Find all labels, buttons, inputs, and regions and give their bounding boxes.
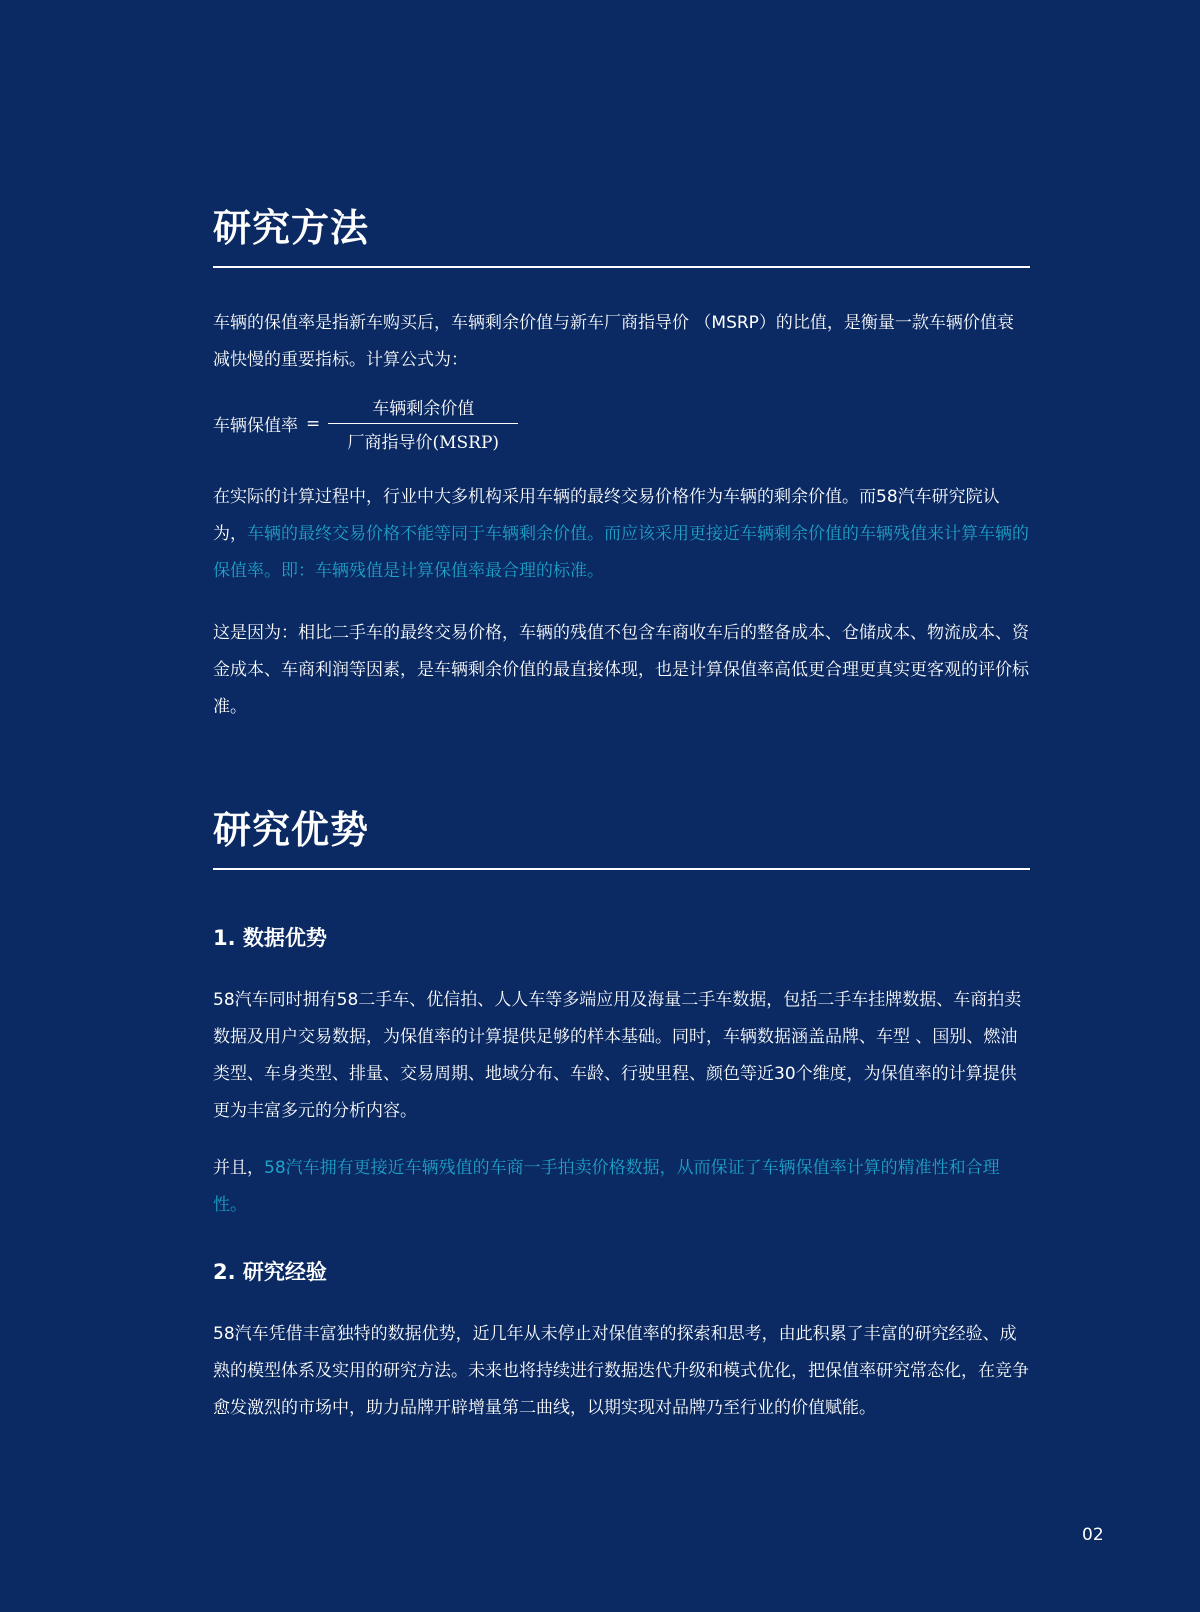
paragraph-research-experience	[213, 1316, 1030, 1427]
research-experience-text: 58汽车凭借丰富独特的数据优势，近几年从未停止对保值率的探索和思考，由此积累了丰富的研究经验、成熟的模型体系及实用的研究方法。未来也将持续进行数据迭代升级和模式优化，把保值率研究常态化，在竞争愈发激烈的市场中，助力品牌开辟增量第二曲线，以期实现对品牌乃至行业的价值赋能。	[213, 1324, 1029, 1418]
subsection-research-experience	[213, 1256, 1030, 1286]
section-title-research-method: 研究方法	[213, 206, 1030, 268]
paragraph-data-advantage	[213, 982, 1030, 1130]
reason-text: 这是因为：相比二手车的最终交易价格，车辆的残值不包含车商收车后的整备成本、仓储成本、物流成本、资金成本、车商利润等因素，是车辆剩余价值的最直接体现，也是计算保值率高低更合理更真实更客观的评价标准。	[213, 623, 1029, 717]
formula-fraction	[328, 394, 518, 453]
paragraph-reason	[213, 615, 1030, 726]
section-research-advantage	[213, 808, 1030, 870]
paragraph-calculation	[213, 479, 1030, 590]
page-number: 02	[1082, 1525, 1104, 1545]
section-research-method	[213, 206, 1030, 268]
calculation-text-highlight: 车辆的最终交易价格不能等同于车辆剩余价值。而应该采用更接近车辆剩余价值的车辆残值来计算车辆的保值率。即：车辆残值是计算保值率最合理的标准。	[213, 524, 1029, 581]
section-title-research-advantage: 研究优势	[213, 808, 1030, 870]
subsection-data-advantage	[213, 922, 1030, 952]
calculation-text	[213, 479, 1030, 590]
formula-denominator: 厂商指导价(MSRP)	[347, 433, 500, 453]
formula-lhs: 车辆保值率	[213, 416, 298, 436]
data-advantage-extra-text	[213, 1150, 1030, 1224]
subsection-title-data-advantage: 1. 数据优势	[213, 926, 327, 950]
data-advantage-extra-normal: 并且，	[213, 1158, 264, 1178]
paragraph-data-advantage-extra	[213, 1150, 1030, 1224]
subsection-title-research-experience: 2. 研究经验	[213, 1260, 327, 1284]
data-advantage-text: 58汽车同时拥有58二手车、优信拍、人人车等多端应用及海量二手车数据，包括二手车挂牌数据、车商拍卖数据及用户交易数据，为保值率的计算提供足够的样本基础。同时，车辆数据涵盖品牌、车型 、国别、燃油类型、车身类型、排量、交易周期、地域分布、车龄、行驶里程、颜色等近30个维度，为保值率的计算提供更为丰富多元的分析内容。	[213, 990, 1022, 1121]
formula-equals: =	[306, 413, 321, 434]
paragraph-definition	[213, 305, 1030, 379]
data-advantage-extra-highlight: 58汽车拥有更接近车辆残值的车商一手拍卖价格数据，从而保证了车辆保值率计算的精准性和合理性。	[213, 1158, 1000, 1215]
definition-text: 车辆的保值率是指新车购买后，车辆剩余价值与新车厂商指导价 （MSRP）的比值，是衡量一款车辆价值衰减快慢的重要指标。计算公式为：	[213, 313, 1014, 370]
calculation-text-normal: 在实际的计算过程中，行业中大多机构采用车辆的最终交易价格作为车辆的剩余价值。而58汽车研究院认为，	[213, 487, 1000, 544]
formula	[213, 394, 1030, 453]
formula-numerator: 车辆剩余价值	[328, 394, 518, 424]
